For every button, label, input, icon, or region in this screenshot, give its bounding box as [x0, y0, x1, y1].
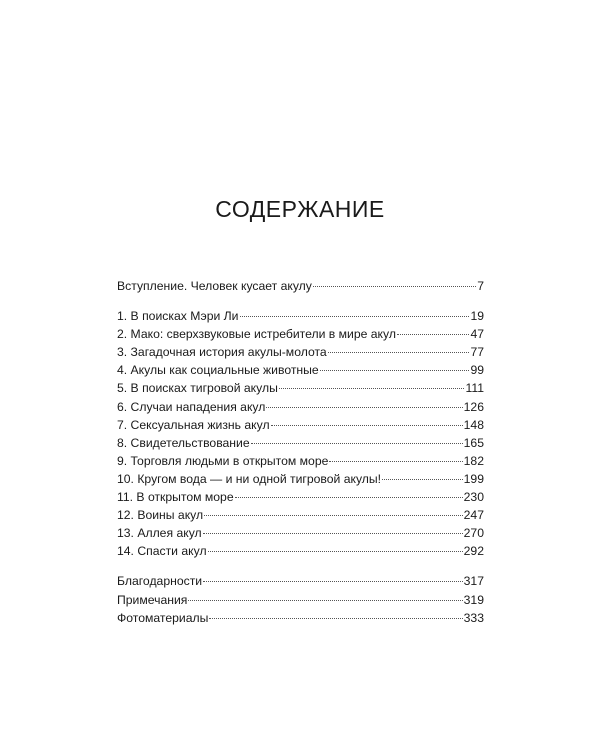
toc-entry-label: 13. Аллея акул: [117, 526, 202, 541]
toc-entry-page: 247: [463, 508, 484, 523]
toc-entry-label: Вступление. Человек кусает акулу: [117, 279, 312, 293]
toc-entry-chapter-14: [117, 542, 484, 560]
toc-entry-label: 9. Торговля людьми в открытом море: [117, 453, 329, 468]
dot-leader: [271, 425, 463, 426]
toc-entry-page: 47: [470, 327, 484, 342]
toc-entry-chapter-10: [117, 470, 484, 488]
dot-leader: [397, 334, 469, 335]
toc-entry-page: 199: [463, 471, 484, 486]
dot-leader: [209, 618, 462, 619]
toc-entry-acknowledgements: [117, 572, 484, 590]
toc-entry-label: 11. В открытом море: [117, 490, 234, 505]
toc-entry-label: Благодарности: [117, 574, 203, 589]
dot-leader: [188, 600, 462, 601]
toc-entry-label: Примечания: [117, 592, 188, 607]
toc-entry-page: 19: [470, 309, 484, 324]
toc-entry-page: 230: [463, 490, 484, 505]
toc-entry-chapter-12: [117, 506, 484, 524]
dot-leader: [203, 581, 463, 582]
toc-entry-label: 4. Акулы как социальные животные: [117, 363, 319, 378]
toc-entry-chapter-2: [117, 325, 484, 343]
dot-leader: [208, 551, 463, 552]
toc-entry-page: 126: [463, 399, 484, 414]
toc-entry-page: 111: [465, 381, 484, 396]
toc-entry-label: 12. Воины акул: [117, 508, 204, 523]
dot-leader: [382, 479, 463, 480]
toc-entry-page: 333: [463, 610, 484, 625]
dot-leader: [328, 352, 470, 353]
toc-entry-label: 3. Загадочная история акулы-молота: [117, 345, 327, 360]
dot-leader: [329, 461, 462, 462]
toc-entry-label: 10. Кругом вода — и ни одной тигровой акулы!: [117, 471, 382, 486]
toc-entry-label: 1. В поисках Мэри Ли: [117, 309, 239, 324]
toc-entry-page: 7: [477, 279, 484, 293]
toc-entry-page: 77: [470, 345, 484, 360]
table-of-contents: [117, 277, 484, 627]
toc-entry-chapter-9: [117, 452, 484, 470]
toc-entry-chapter-1: [117, 307, 484, 325]
toc-entry-chapter-6: [117, 398, 484, 416]
page-title: СОДЕРЖАНИЕ: [215, 196, 385, 222]
toc-entry-label: Фотоматериалы: [117, 610, 209, 625]
dot-leader: [313, 286, 476, 287]
toc-entry-chapter-3: [117, 343, 484, 361]
toc-entry-page: 292: [463, 544, 484, 559]
dot-leader: [320, 370, 470, 371]
toc-entry-label: 5. В поисках тигровой акулы: [117, 381, 278, 396]
dot-leader: [251, 443, 463, 444]
toc-entry-page: 319: [463, 592, 484, 607]
toc-entry-intro: [117, 277, 484, 295]
dot-leader: [279, 388, 465, 389]
toc-entry-chapter-13: [117, 524, 484, 542]
toc-entry-label: 8. Свидетельствование: [117, 435, 250, 450]
toc-entry-page: 165: [463, 435, 484, 450]
toc-entry-page: 182: [463, 453, 484, 468]
toc-entry-page: 148: [463, 417, 484, 432]
toc-entry-chapter-11: [117, 488, 484, 506]
toc-entry-notes: [117, 591, 484, 609]
toc-entry-chapter-8: [117, 434, 484, 452]
dot-leader: [203, 533, 463, 534]
toc-entry-label: 14. Спасти акул: [117, 544, 207, 559]
toc-entry-label: 7. Сексуальная жизнь акул: [117, 417, 270, 432]
dot-leader: [204, 515, 463, 516]
toc-entry-chapter-7: [117, 416, 484, 434]
dot-leader: [235, 497, 463, 498]
toc-entry-label: 2. Мако: сверхзвуковые истребители в мире акул: [117, 327, 396, 342]
toc-entry-label: 6. Случаи нападения акул: [117, 399, 266, 414]
dot-leader: [266, 407, 462, 408]
toc-entry-chapter-5: [117, 379, 484, 397]
toc-entry-chapter-4: [117, 361, 484, 379]
toc-entry-page: 317: [463, 574, 484, 589]
toc-entry-photos: [117, 609, 484, 627]
toc-entry-page: 270: [463, 526, 484, 541]
toc-entry-page: 99: [470, 363, 484, 378]
dot-leader: [240, 316, 470, 317]
